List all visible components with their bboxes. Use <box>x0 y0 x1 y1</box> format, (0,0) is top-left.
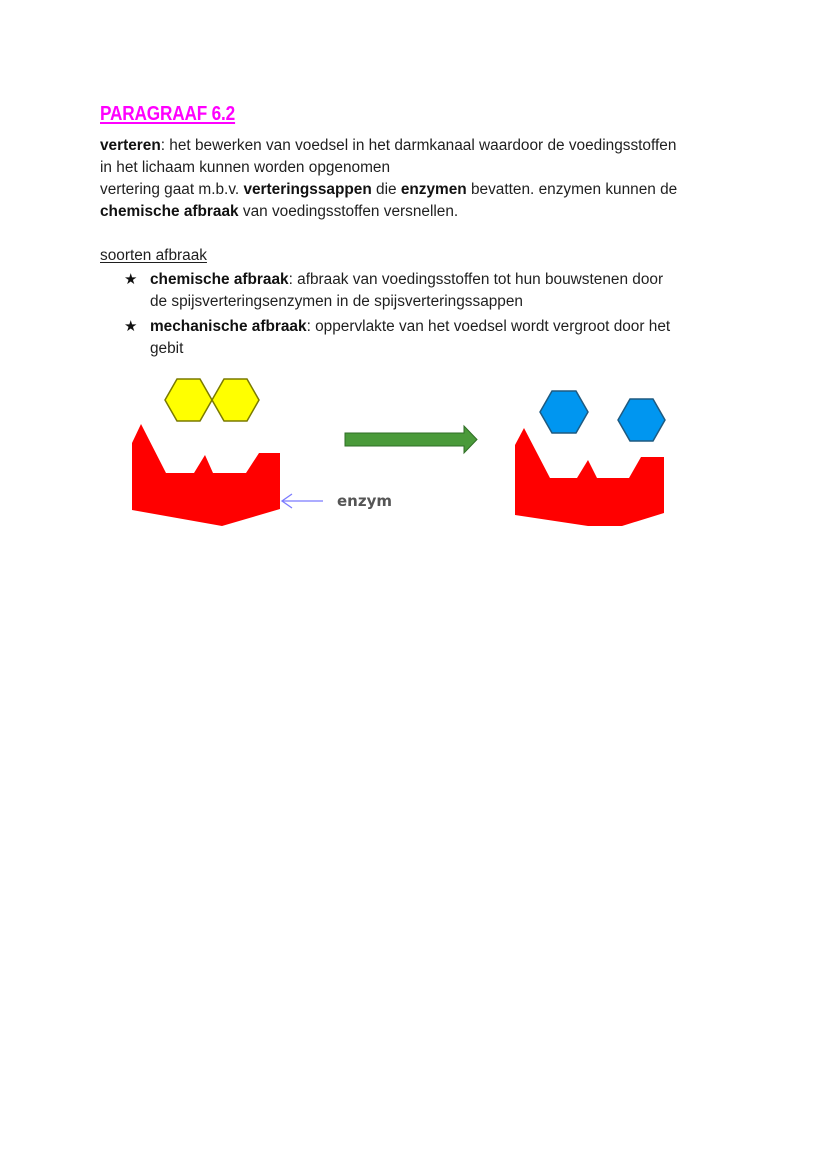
yellow-hexagon-left <box>165 379 212 421</box>
enzymes-paragraph-line-2 <box>100 201 458 223</box>
reaction-arrow-icon <box>345 426 477 453</box>
bullet-term: chemische afbraak <box>150 271 289 288</box>
page-title: PARAGRAAF 6.2 <box>100 103 236 125</box>
term-verteringssappen: verteringssappen <box>243 181 372 198</box>
blue-hexagon-product-2 <box>618 399 665 441</box>
yellow-hexagon-right <box>212 379 259 421</box>
bullet-term: mechanische afbraak <box>150 318 307 335</box>
definition-line-2: in het lichaam kunnen worden opgenomen <box>100 159 391 176</box>
term-verteren: verteren <box>100 137 161 154</box>
term-enzymen: enzymen <box>400 181 467 198</box>
term-chemische-afbraak: chemische afbraak <box>100 203 239 220</box>
star-bullet-icon: ★ <box>124 318 138 335</box>
paragraph-text: vertering gaat m.b.v. <box>100 181 244 198</box>
substrate-joined-hexagons <box>165 379 259 421</box>
subheading-soorten-afbraak: soorten afbraak <box>100 247 207 264</box>
enzymes-paragraph-line-1 <box>100 179 677 201</box>
paragraph-text: die <box>371 181 401 198</box>
bullet-text: : afbraak van voedingsstoffen tot hun bouwstenen door <box>288 271 664 288</box>
enzyme-label: enzym <box>337 492 392 510</box>
bullet-mechanische-afbraak-line-2: gebit <box>150 340 184 357</box>
definition-text: : het bewerken van voedsel in het darmkanaal waardoor de voedingsstoffen <box>160 137 677 154</box>
bullet-mechanische-afbraak-line-1 <box>150 316 670 338</box>
bullet-chemische-afbraak-line-2: de spijsverteringsenzymen in de spijsverteringssappen <box>150 293 523 310</box>
enzyme-shape-after <box>515 428 664 526</box>
star-bullet-icon: ★ <box>124 271 138 288</box>
definition-line-1 <box>100 135 676 157</box>
bullet-text: : oppervlakte van het voedsel wordt vergroot door het <box>306 318 671 335</box>
bullet-chemische-afbraak-line-1 <box>150 269 663 291</box>
blue-hexagon-product-1 <box>540 391 588 433</box>
enzyme-shape-before <box>132 424 280 526</box>
paragraph-text: van voedingsstoffen versnellen. <box>238 203 459 220</box>
enzyme-pointer-arrow-icon <box>282 494 323 508</box>
paragraph-text: bevatten. enzymen kunnen de <box>466 181 678 198</box>
